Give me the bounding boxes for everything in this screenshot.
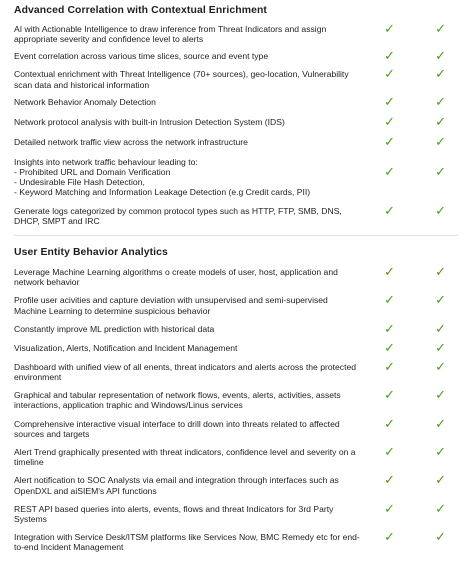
check-icon: ✓	[435, 49, 446, 65]
check-icon: ✓	[435, 293, 446, 309]
check-icon: ✓	[384, 265, 395, 281]
check-icon: ✓	[435, 321, 446, 337]
feature-text: Graphical and tabular representation of network flows, events, alerts, activities, assets interactions, application traphic and Windows/Linus services	[14, 390, 341, 411]
feature-row	[14, 24, 458, 44]
feature-row	[14, 69, 458, 89]
check-icon: ✓	[384, 134, 395, 150]
check-icon: ✓	[384, 22, 395, 37]
feature-row	[14, 267, 458, 287]
feature-text: Dashboard with unified view of all enents, threat indicators and alerts across the protected environment	[14, 361, 357, 383]
feature-text: Generate logs categorized by common protocol types such as HTTP, FTP, SMB, DNS, DHCP, SMPT and IRC	[14, 205, 342, 226]
check-icon: ✓	[435, 114, 446, 130]
section-title: User Entity Behavior Analytics	[14, 247, 168, 259]
feature-text: Insights into network traffic behaviour leading to: - Prohibited URL and Domain Verification - Undesirable File Hash Detection, - Keyword Matching and Information Leakage Detection (e.g Credit cards, PII)	[14, 156, 311, 198]
feature-text: Detailed network traffic view across the network infrastructure	[14, 136, 248, 147]
feature-text: Alert notification to SOC Analysts via email and integration through interfaces such as OpenDXL and aiSIEM's API functions	[14, 475, 339, 496]
feature-text: Integration with Service Desk/ITSM platforms like Services Now, BMC Remedy etc for end-to-end Incident Management	[14, 532, 360, 553]
check-icon: ✓	[384, 114, 395, 130]
check-icon: ✓	[384, 67, 395, 83]
check-icon: ✓	[435, 265, 446, 281]
section-user-entity-behavior	[14, 246, 458, 553]
check-icon: ✓	[435, 94, 446, 110]
check-icon: ✓	[384, 473, 395, 489]
check-icon: ✓	[435, 340, 446, 356]
check-icon: ✓	[435, 416, 446, 432]
check-icon: ✓	[435, 501, 446, 517]
check-icon: ✓	[384, 445, 395, 461]
feature-text: Event correlation across various time slices, source and event type	[14, 51, 269, 62]
feature-text: Network Behavior Anomaly Detection	[14, 96, 156, 107]
feature-row	[14, 157, 458, 198]
feature-text: Constantly improve ML prediction with historical data	[14, 323, 215, 334]
check-icon: ✓	[384, 388, 395, 404]
check-icon: ✓	[435, 359, 446, 375]
feature-row	[14, 501, 458, 525]
check-icon: ✓	[384, 359, 395, 375]
check-icon: ✓	[435, 530, 446, 546]
feature-text: Comprehensive interactive visual interface to drill down into threats related to affected sources and targets	[14, 418, 340, 439]
check-icon: ✓	[384, 321, 395, 337]
check-icon: ✓	[435, 388, 446, 404]
feature-text: REST API based queries into alerts, events, flows and threat Indicators for 3rd Party Systems	[14, 503, 334, 525]
check-icon: ✓	[435, 473, 446, 489]
section-advanced-correlation	[14, 4, 458, 236]
feature-row	[14, 532, 458, 552]
feature-row	[14, 447, 458, 467]
check-icon: ✓	[435, 67, 446, 83]
feature-row	[14, 416, 458, 439]
check-icon: ✓	[435, 203, 446, 219]
check-icon: ✓	[384, 164, 395, 180]
check-icon: ✓	[384, 501, 395, 517]
feature-row	[14, 114, 458, 130]
feature-row	[14, 321, 458, 337]
feature-row	[14, 475, 458, 495]
check-icon: ✓	[384, 203, 395, 219]
check-icon: ✓	[384, 293, 395, 309]
feature-text: Profile user acivities and capture deviation with unsupervised and semi-supervised Machine Learning to determine suspicious behavior	[14, 295, 328, 316]
feature-row	[14, 359, 458, 383]
check-icon: ✓	[435, 164, 446, 180]
check-icon: ✓	[435, 445, 446, 461]
feature-row	[14, 134, 458, 150]
feature-row	[14, 390, 458, 410]
check-icon: ✓	[384, 340, 395, 356]
feature-text: Contextual enrichment with Threat Intelligence (70+ sources), geo-location, Vulnerability scan data and historical information	[14, 69, 349, 90]
check-icon: ✓	[384, 94, 395, 110]
feature-row	[14, 49, 458, 65]
feature-row	[14, 203, 458, 226]
feature-text: Network protocol analysis with built-in Intrusion Detection System (IDS)	[14, 116, 285, 127]
feature-text: Leverage Machine Learning algorithms o create models of user, host, application and network behavior	[14, 267, 338, 288]
feature-text: Alert Trend graphically presented with threat indicators, confidence level and severity on a timeline	[14, 447, 356, 468]
feature-row	[14, 295, 458, 315]
feature-row	[14, 94, 458, 110]
feature-text: AI with Actionable Intelligence to draw inference from Threat Indicators and assign appropriate severity and confidence level to alerts	[14, 24, 327, 45]
check-icon: ✓	[384, 530, 395, 546]
check-icon: ✓	[384, 416, 395, 432]
check-icon: ✓	[384, 49, 395, 65]
check-icon: ✓	[435, 134, 446, 150]
feature-text: Visualization, Alerts, Notification and Incident Management	[14, 342, 238, 353]
section-title: Advanced Correlation with Contextual Enrichment	[14, 5, 267, 16]
feature-row	[14, 340, 458, 356]
check-icon: ✓	[435, 22, 446, 37]
